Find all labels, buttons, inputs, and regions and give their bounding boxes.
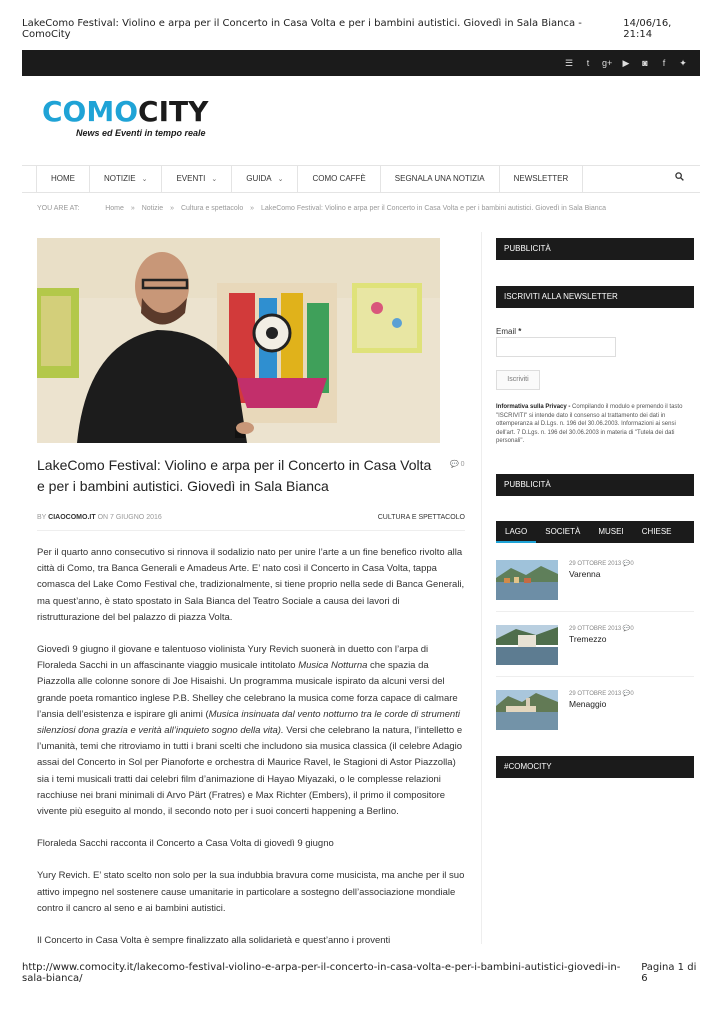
facebook-icon[interactable]: f <box>662 58 666 68</box>
breadcrumb-notizie[interactable]: Notizie <box>141 205 164 212</box>
comment-icon: 💬 <box>622 691 631 697</box>
paragraph: Floraleda Sacchi racconta il Concerto a Casa Volta di giovedì 9 giugno <box>37 838 334 850</box>
meta-author[interactable]: CIAOCOMO.IT <box>48 514 96 521</box>
meta-date: ON 7 GIUGNO 2016 <box>97 514 162 521</box>
youtube-icon[interactable]: ▶ <box>622 58 630 68</box>
comment-count[interactable]: 💬 0 <box>450 461 465 468</box>
post-thumbnail[interactable] <box>496 560 558 600</box>
tab-chiese[interactable]: CHIESE <box>641 527 672 536</box>
breadcrumb-lead: YOU ARE AT: <box>37 205 80 212</box>
top-social-bar <box>22 50 700 76</box>
main-nav <box>22 165 700 193</box>
tab-societa[interactable]: SOCIETÀ <box>545 527 581 536</box>
list-item[interactable] <box>496 690 694 748</box>
comment-icon: 💬 <box>622 626 631 632</box>
google-plus-icon[interactable]: g+ <box>602 58 613 68</box>
sidebar-newsletter-heading: ISCRIVITI ALLA NEWSLETTER <box>496 286 694 308</box>
nav-item-notizie[interactable]: NOTIZIE ⌄ <box>90 166 162 192</box>
subscribe-button[interactable]: Iscriviti <box>496 370 540 390</box>
logo-tagline: News ed Eventi in tempo reale <box>76 128 206 138</box>
twitter-icon[interactable]: ✦ <box>679 58 687 68</box>
print-url: http://www.comocity.it/lakecomo-festival-violino-e-arpa-per-il-concerto-in-casa-volta-e-per-i-bambini-autistici-giovedi-in-sala-bianca/ <box>22 962 621 984</box>
email-label: Email * <box>496 327 522 336</box>
post-date: 29 OTTOBRE 2013 💬0 <box>569 561 634 567</box>
print-datetime: 14/06/16, 21:14 <box>623 18 672 40</box>
sidebar-tabs <box>496 521 694 543</box>
sidebar-ad-heading: PUBBLICITÀ <box>496 238 694 260</box>
post-title[interactable]: Menaggio <box>569 699 607 709</box>
meta-by: BY <box>37 514 47 521</box>
post-divider <box>496 676 694 677</box>
logo-como: COMO <box>42 95 139 128</box>
search-icon[interactable] <box>675 166 700 192</box>
print-footer <box>22 962 702 984</box>
tab-lago[interactable]: LAGO <box>496 521 536 543</box>
breadcrumb-separator-icon: » <box>250 205 255 212</box>
chevron-down-icon: ⌄ <box>277 176 284 183</box>
nav-item-como-caffe[interactable]: COMO CAFFÈ <box>298 166 380 192</box>
print-header <box>22 18 702 40</box>
chevron-down-icon: ⌄ <box>211 176 218 183</box>
article-title: LakeComo Festival: Violino e arpa per il Concerto in Casa Volta e per i bambini autistici. Giovedì in Sala Bianca <box>37 457 432 494</box>
list-item[interactable] <box>496 560 694 618</box>
tumblr-icon[interactable]: t <box>586 58 590 68</box>
post-date: 29 OTTOBRE 2013 💬0 <box>569 691 634 697</box>
article-meta <box>37 514 465 521</box>
paragraph: Per il quarto anno consecutivo si rinnova il sodalizio nato per unire l’arte a un fine benefico rivolto alla città di Como, tra Banca Generali e Amadeus Arte. E’ nato così il Concerto in Casa Volta, tappa comasca del Lake Como Festival che, tradizionalmente, si tiene proprio nella sede di Banca Generali, ma quest’anno, è stato spostato in Sala Bianca del Teatro Sociale a causa dei lavori di ristrutturazione del bel palazzo di piazza Volta. <box>37 547 465 623</box>
privacy-notice: Informativa sulla Privacy - Compilando il modulo e premendo il tasto "ISCRIVITI" si intende dato il consenso al trattamento dei dati in ottemperanza al D.Lgs. n. 196 del 30.06.2003. Informazioni ai sensi dell'art. 7 D.Lgs. n. 196 del 30.06.2003 in materia di "Tutela dei dati personali". <box>496 404 683 445</box>
nav-item-guida[interactable]: GUIDA ⌄ <box>232 166 298 192</box>
meta-category[interactable]: CULTURA E SPETTACOLO <box>377 514 465 521</box>
chevron-down-icon: ⌄ <box>141 176 148 183</box>
sidebar-hashtag-heading: #COMOCITY <box>496 756 694 778</box>
breadcrumb-separator-icon: » <box>170 205 174 212</box>
paragraph: Giovedì 9 giugno il giovane e talentuoso violinista Yury Revich suonerà in duetto con l’arpa di Floraleda Sacchi in un affascinante viaggio musicale intitolato Musica Notturna che spazia da Piazzolla alle colonne sonore di Joe Hisaishi. Un programma musicale ispirato da alcuni versi del grande poeta romantico inglese P.B. Shelley che celebrano la musica come forza capace di calmare l’ansia dell’esistenza e ispirare gli animi (Musica insinuata dal vento notturno tra le corde di strumenti silenziosi dona grazia e verità all’inquieto sogno della vita). Versi che celebrano la natura, l’intelletto e l’umanità, temi che ritroviamo in tutti i brani scelti che includono sia musica classica (il celebre Adagio assai del Concerto in Sol per Pianoforte e orchestra di Maurice Ravel, le Stagioni di Astor Piazzolla) sia i temi musicali tratti dai celebri film d’animazione di Hayao Miyazaki, o le complesse relazioni racchiuse nei brani minimali di Arvo Pärt (Fratres) e Max Richter (Embers), il primo il compositore vivente più eseguito al mondo, il secondo noto per i suoi concerti happening a Berlino. <box>37 644 463 818</box>
post-date: 29 OTTOBRE 2013 💬0 <box>569 626 634 632</box>
logo-wordmark <box>42 95 222 128</box>
breadcrumb-current: LakeComo Festival: Violino e arpa per il Concerto in Casa Volta e per i bambini autistici. Giovedì in Sala Bianca <box>261 205 607 212</box>
breadcrumb-home[interactable]: Home <box>105 205 124 212</box>
meta-divider <box>37 530 465 531</box>
email-field[interactable] <box>496 337 616 357</box>
instagram-icon[interactable]: ◙ <box>642 58 648 68</box>
logo-city: CITY <box>138 95 209 128</box>
breadcrumb-cultura[interactable]: Cultura e spettacolo <box>180 205 244 212</box>
breadcrumb <box>37 205 606 212</box>
article-body <box>37 545 465 965</box>
sidebar-divider <box>481 232 482 944</box>
nav-item-segnala[interactable]: SEGNALA UNA NOTIZIA <box>381 166 500 192</box>
sidebar-ad2-heading: PUBBLICITÀ <box>496 474 694 496</box>
nav-item-newsletter[interactable]: NEWSLETTER <box>500 166 584 192</box>
post-thumbnail[interactable] <box>496 690 558 730</box>
post-title[interactable]: Tremezzo <box>569 634 607 644</box>
post-divider <box>496 611 694 612</box>
paragraph: Yury Revich. E’ stato scelto non solo per la sua indubbia bravura come musicista, ma anche per il suo attivo impegno nel sostenere cause umanitarie in particolare a sostegno dell’associazione mondiale contro il cancro al seno e ai bambini autistici. <box>37 870 465 914</box>
breadcrumb-separator-icon: » <box>130 205 135 212</box>
nav-item-home[interactable]: HOME <box>36 166 90 192</box>
comment-icon: 💬 <box>622 561 631 567</box>
post-thumbnail[interactable] <box>496 625 558 665</box>
site-logo[interactable] <box>42 95 222 146</box>
post-title[interactable]: Varenna <box>569 569 601 579</box>
list-item[interactable] <box>496 625 694 683</box>
tab-musei[interactable]: MUSEI <box>598 527 624 536</box>
rss-icon[interactable]: ☰ <box>564 58 574 68</box>
comment-icon: 💬 <box>450 461 459 468</box>
nav-item-eventi[interactable]: EVENTI ⌄ <box>162 166 232 192</box>
print-page-number: Pagina 1 di 6 <box>641 962 697 984</box>
paragraph: Il Concerto in Casa Volta è sempre finalizzato alla solidarietà e quest’anno i proventi <box>37 935 391 947</box>
print-title: LakeComo Festival: Violino e arpa per il Concerto in Casa Volta e per i bambini autistici. Giovedì in Sala Bianca - ComoCity <box>22 18 582 40</box>
article-hero-image <box>37 238 440 443</box>
